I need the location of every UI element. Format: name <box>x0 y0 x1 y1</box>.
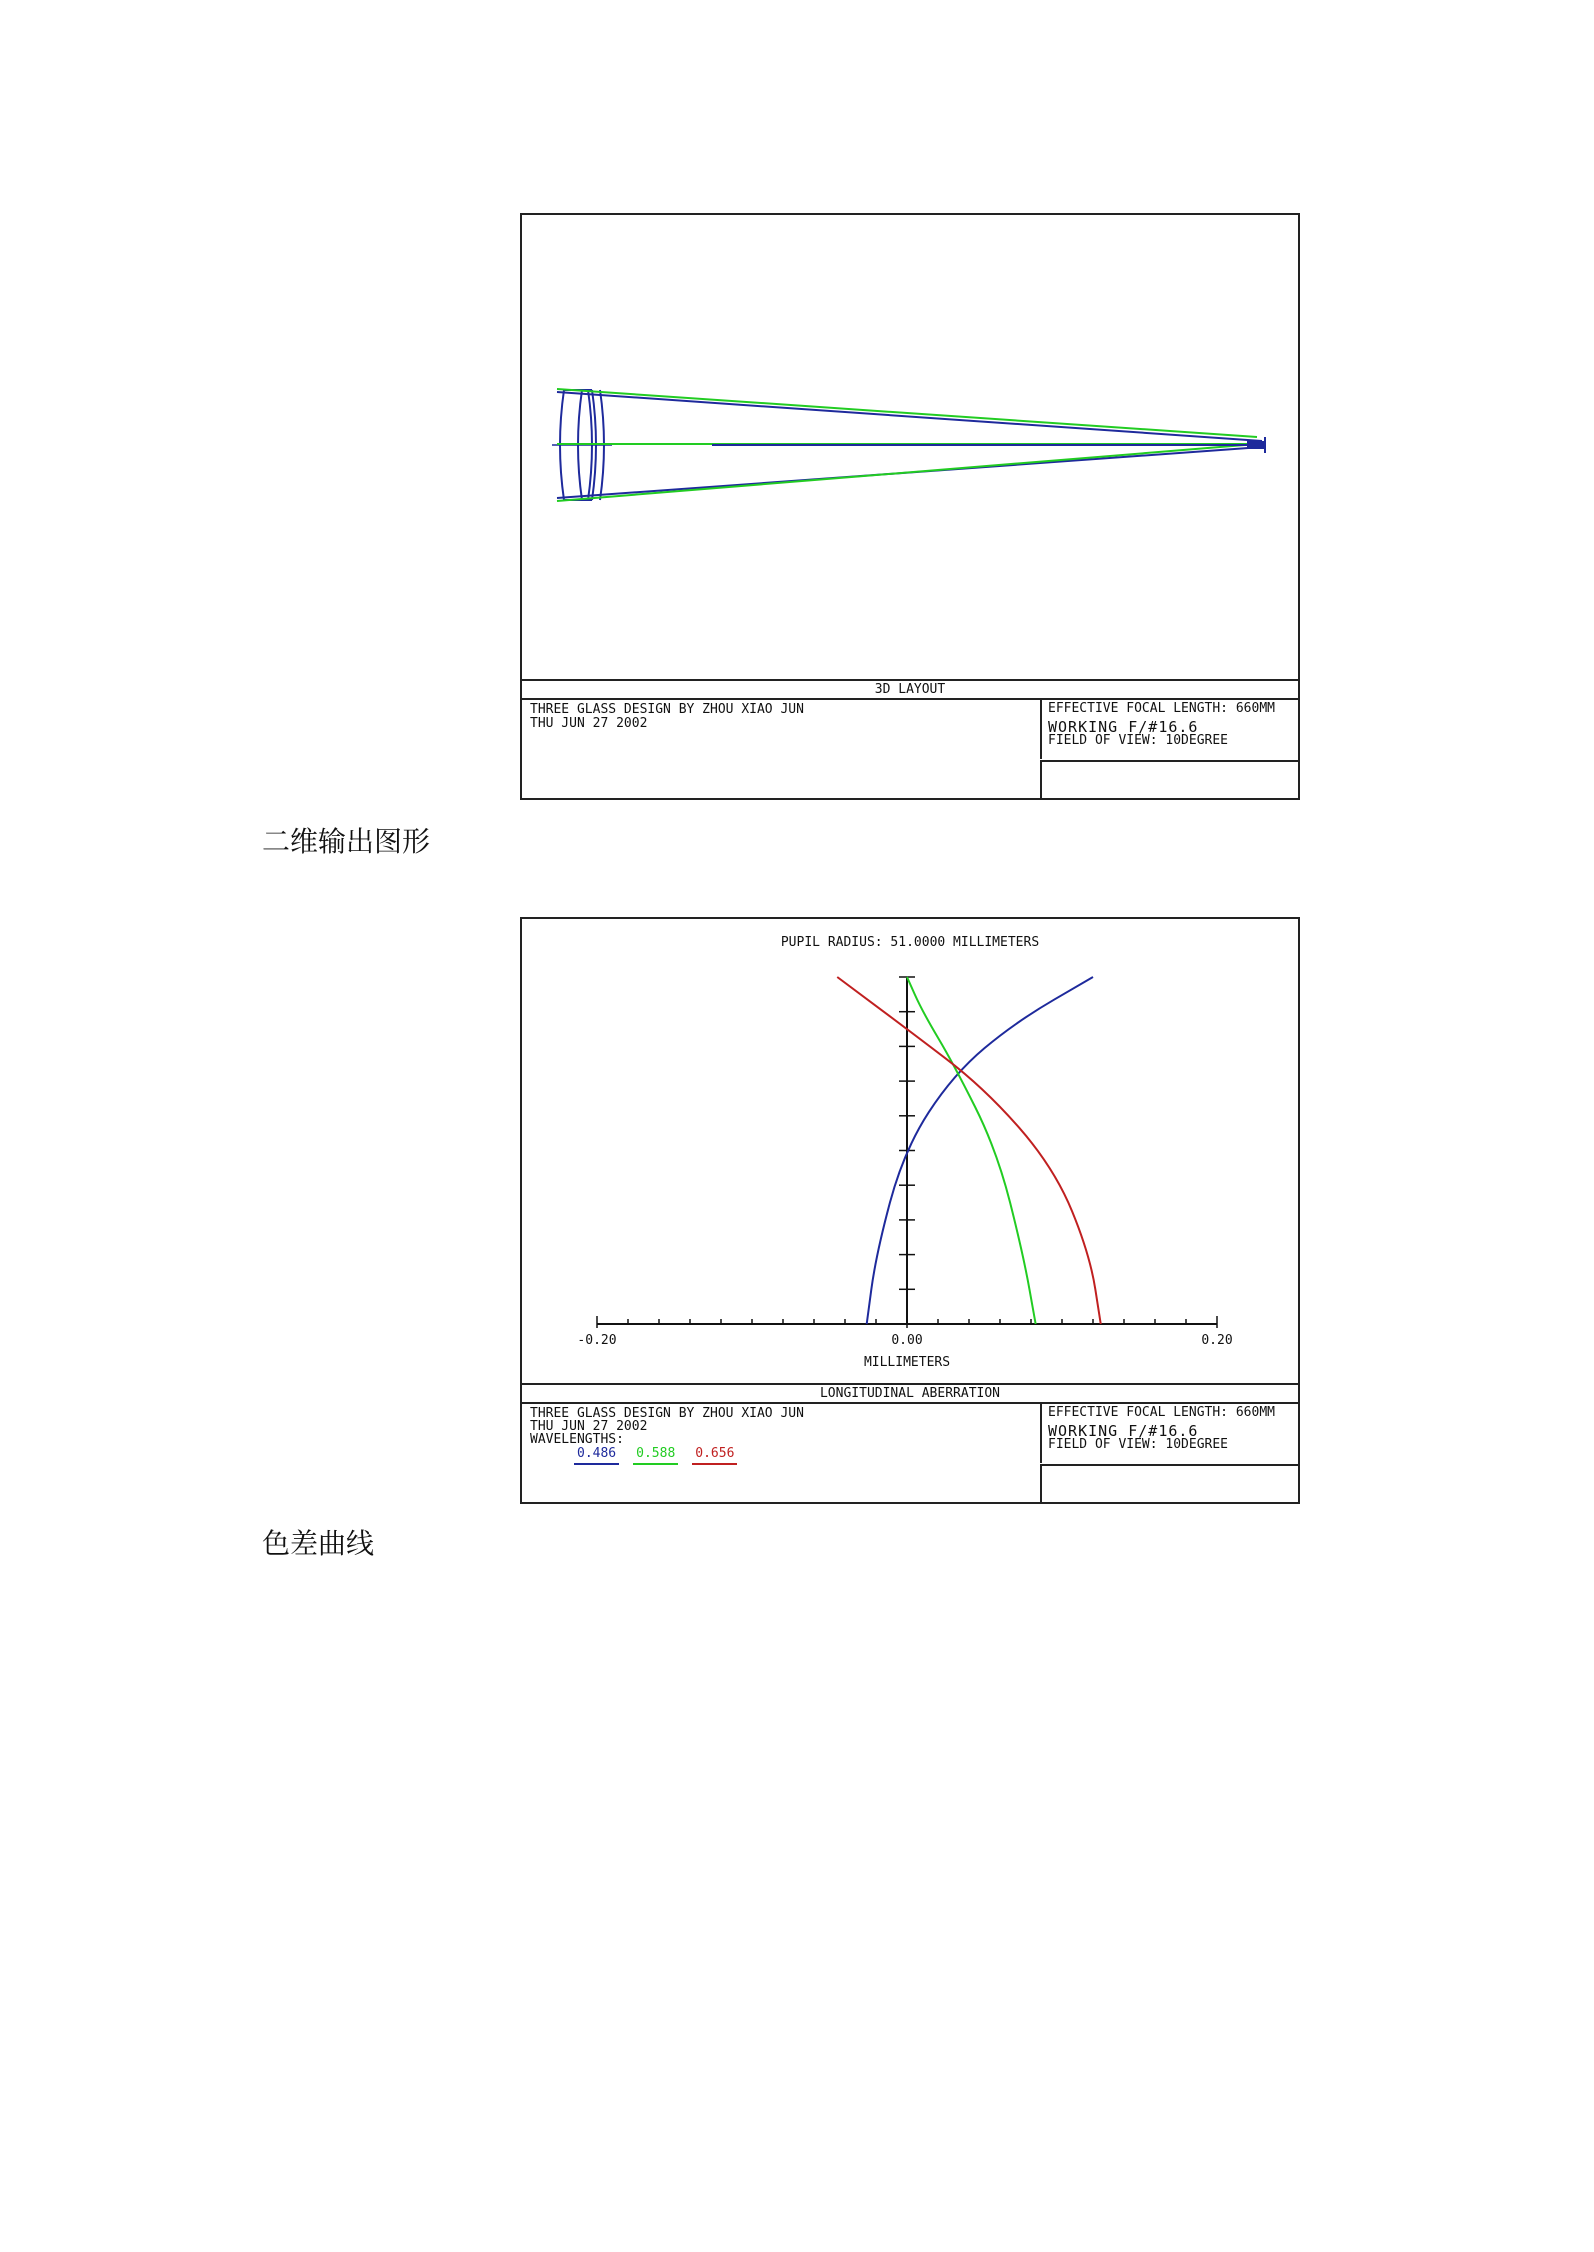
date-line: THU JUN 27 2002 <box>530 716 648 731</box>
ray-top-blue <box>557 392 1262 441</box>
aberration-title: LONGITUDINAL ABERRATION <box>522 1383 1298 1404</box>
fov-line-2: FIELD OF VIEW: 10DEGREE <box>1048 1437 1229 1452</box>
legend-item-0.486: 0.486 <box>574 1446 619 1465</box>
x-axis-label: MILLIMETERS <box>863 1355 951 1370</box>
aberration-chart <box>522 919 1298 1379</box>
fnum-line: WORKING F/#16.6 <box>1048 718 1199 736</box>
fnum-line-2: WORKING F/#16.6 <box>1048 1422 1199 1440</box>
caption-aberration: 色差曲线 <box>262 1527 375 1560</box>
pupil-radius-label: PUPIL RADIUS: 51.0000 MILLIMETERS <box>780 935 1040 950</box>
curve-0.588 <box>907 977 1036 1324</box>
x-tick-label: -0.20 <box>577 1333 617 1348</box>
curve-0.656 <box>837 977 1101 1324</box>
design-line-2: THREE GLASS DESIGN BY ZHOU XIAO JUN <box>530 1406 804 1421</box>
ray-top-green <box>557 389 1257 437</box>
efl-line: EFFECTIVE FOCAL LENGTH: 660MM <box>1048 701 1275 716</box>
aberration-figure <box>520 917 1300 1504</box>
specs-box-lower-2 <box>1040 1464 1298 1502</box>
specs-box <box>1040 698 1298 759</box>
x-tick-labels <box>577 1333 1232 1348</box>
x-tick-label: 0.00 <box>891 1333 923 1348</box>
wavelengths-label: WAVELENGTHS: <box>530 1432 624 1447</box>
design-line: THREE GLASS DESIGN BY ZHOU XIAO JUN <box>530 702 804 717</box>
efl-line-2: EFFECTIVE FOCAL LENGTH: 660MM <box>1048 1405 1275 1420</box>
chart-curves <box>837 977 1101 1324</box>
legend-item-0.656: 0.656 <box>692 1446 737 1465</box>
caption-layout: 二维输出图形 <box>262 825 431 858</box>
x-tick-label: 0.20 <box>1201 1333 1233 1348</box>
ray-bottom-green <box>557 444 1257 501</box>
layout-title: 3D LAYOUT <box>522 679 1298 700</box>
specs-box-2 <box>1040 1402 1298 1463</box>
ray-bundle <box>557 389 1265 501</box>
date-line-2: THU JUN 27 2002 <box>530 1419 648 1434</box>
focus-spot <box>1247 441 1265 449</box>
legend-item-0.588: 0.588 <box>633 1446 678 1465</box>
wavelength-legend <box>574 1444 751 1464</box>
layout-figure <box>520 213 1300 800</box>
specs-box-lower <box>1040 760 1298 798</box>
fov-line: FIELD OF VIEW: 10DEGREE <box>1048 733 1229 748</box>
